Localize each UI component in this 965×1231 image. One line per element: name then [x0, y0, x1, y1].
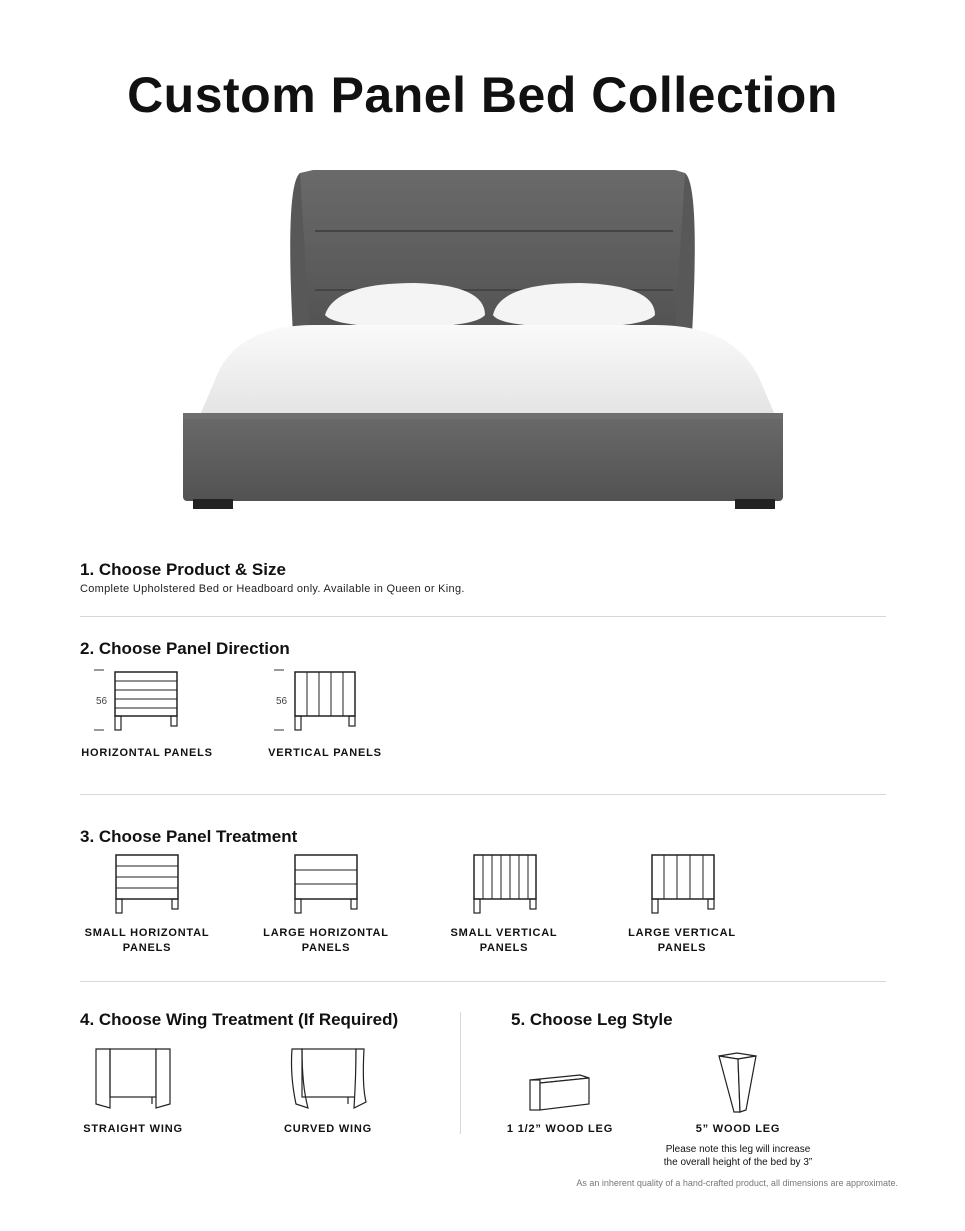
straight-wing-icon[interactable] — [92, 1046, 174, 1112]
section-3-title: 3. Choose Panel Treatment — [80, 827, 298, 846]
option-large-horizontal-label[interactable]: LARGE HORIZONTAL PANELS — [263, 927, 389, 954]
option-large-vertical-label[interactable]: LARGE VERTICAL PANELS — [628, 927, 736, 954]
tapered-wood-leg-icon[interactable] — [716, 1050, 760, 1116]
curved-wing-icon[interactable] — [288, 1046, 370, 1112]
option-small-horizontal-label[interactable]: SMALL HORIZONTAL PANELS — [84, 927, 210, 954]
divider — [80, 794, 886, 795]
small-vertical-panels-icon[interactable] — [470, 852, 540, 916]
small-horizontal-panels-icon[interactable] — [112, 852, 182, 916]
bed-product-image — [175, 165, 790, 515]
block-wood-leg-icon[interactable] — [526, 1070, 594, 1114]
horizontal-height-dimension: 56 — [96, 696, 108, 707]
vertical-height-dimension: 56 — [276, 696, 288, 707]
vertical-divider — [460, 1012, 461, 1134]
large-horizontal-panels-icon[interactable] — [291, 852, 361, 916]
option-horizontal-panels-label[interactable]: HORIZONTAL PANELS — [81, 747, 213, 759]
option-block-leg-label[interactable]: 1 1/2” WOOD LEG — [506, 1123, 614, 1135]
option-small-vertical-label[interactable]: SMALL VERTICAL PANELS — [450, 927, 558, 954]
section-4-title: 4. Choose Wing Treatment (If Required) — [80, 1010, 399, 1029]
section-1-title: 1. Choose Product & Size — [80, 560, 286, 579]
leg-note-line-1: Please note this leg will increase — [665, 1144, 811, 1155]
option-straight-wing-label[interactable]: STRAIGHT WING — [83, 1123, 183, 1135]
leg-height-note — [638, 1143, 838, 1169]
option-curved-wing-label[interactable]: CURVED WING — [283, 1123, 373, 1135]
section-2-title: 2. Choose Panel Direction — [80, 639, 290, 658]
section-1-description: Complete Upholstered Bed or Headboard only. Available in Queen or King. — [80, 583, 465, 595]
page-title: Custom Panel Bed Collection — [127, 67, 838, 123]
option-tapered-leg-label[interactable]: 5” WOOD LEG — [695, 1123, 781, 1135]
large-vertical-panels-icon[interactable] — [648, 852, 718, 916]
divider — [80, 616, 886, 617]
divider — [80, 981, 886, 982]
option-vertical-panels-label[interactable]: VERTICAL PANELS — [268, 747, 382, 759]
leg-note-line-2: the overall height of the bed by 3” — [663, 1157, 813, 1168]
dimensions-disclaimer: As an inherent quality of a hand-crafted product, all dimensions are approximate. — [576, 1178, 898, 1188]
section-5-title: 5. Choose Leg Style — [511, 1010, 673, 1029]
